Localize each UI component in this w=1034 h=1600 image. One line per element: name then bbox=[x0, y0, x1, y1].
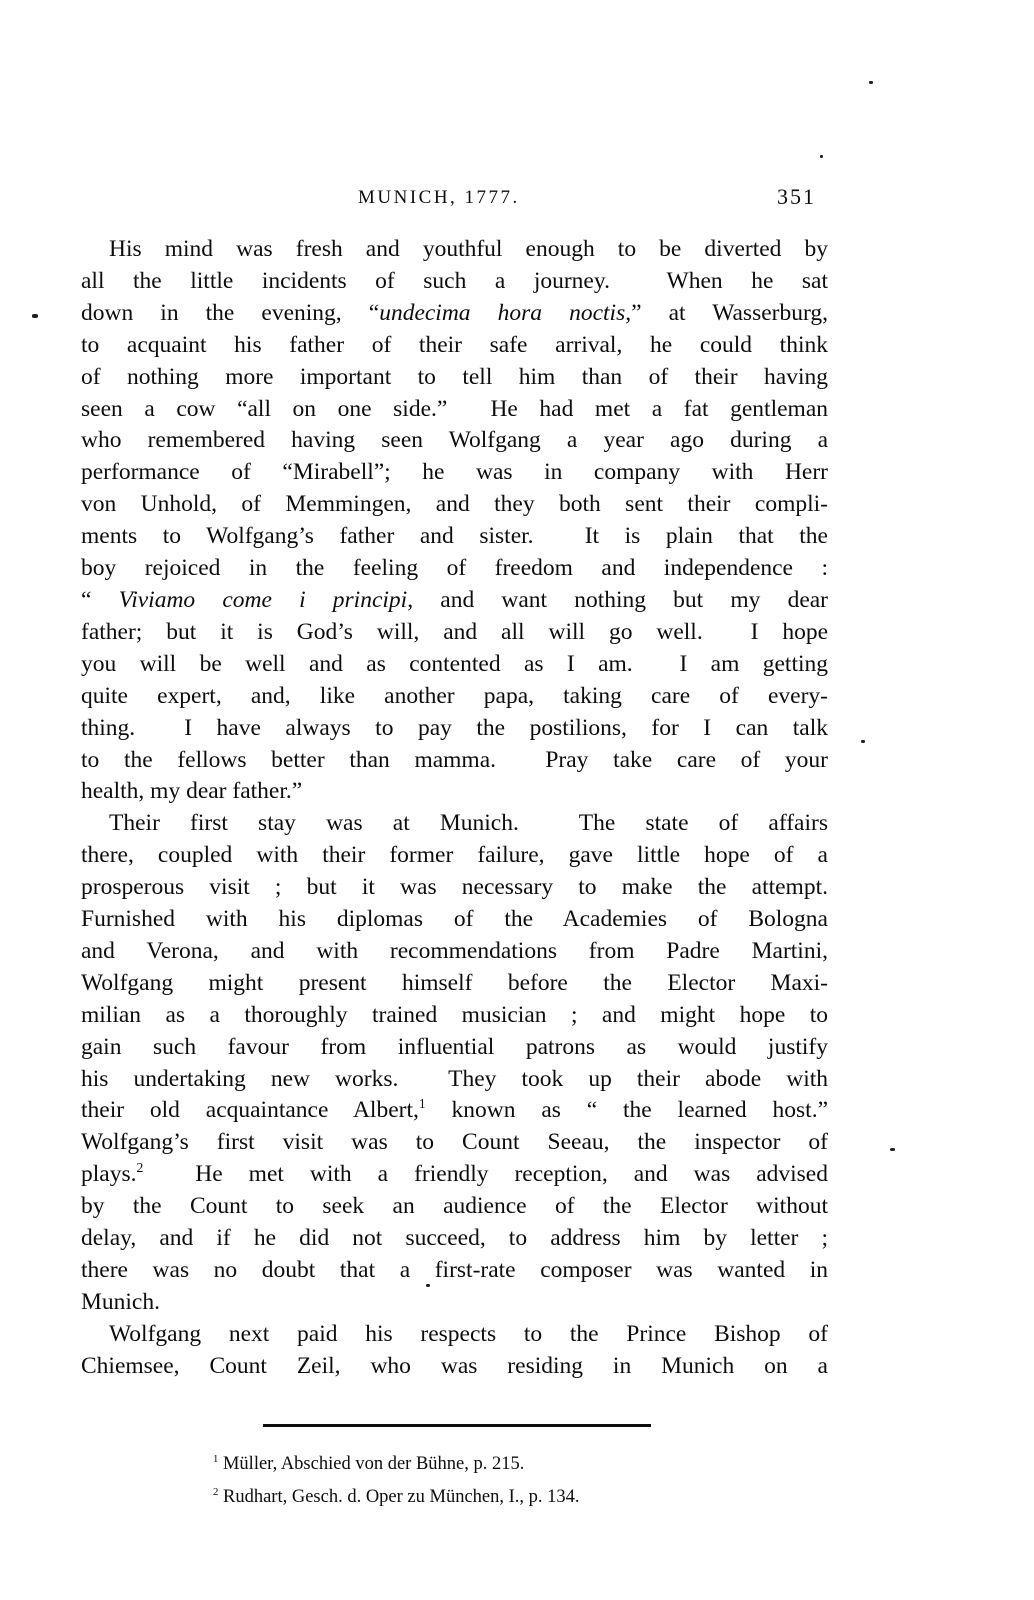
text-line: down in the evening, “undecima hora noctis,” at Wasserburg, bbox=[81, 299, 828, 326]
text-line: their old acquaintance Albert,$^1$ known as “ the learned host.” bbox=[81, 1096, 828, 1124]
text-line: seen a cow “all on one side.” He had met a fat gentleman bbox=[81, 395, 828, 422]
footnote-2-text: Rudhart, Gesch. d. Oper zu München, I., p. 134. bbox=[222, 1486, 580, 1507]
footnote-1-marker: 1 bbox=[213, 1452, 219, 1465]
text-line: there, coupled with their former failure, gave little hope of a bbox=[81, 842, 828, 869]
text-line: plays.$^2$ He met with a friendly reception, and was advised bbox=[81, 1160, 828, 1188]
text-line: milian as a thoroughly trained musician ; and might hope to bbox=[81, 1001, 828, 1028]
text-line: Chiemsee, Count Zeil, who was residing in Munich on a bbox=[81, 1352, 828, 1379]
footnote-2 bbox=[213, 1481, 580, 1514]
text-line: ments to Wolfgang’s father and sister. It is plain that the bbox=[81, 523, 828, 550]
text-line: to acquaint his father of their safe arrival, he could think bbox=[81, 331, 828, 358]
text-line: thing. I have always to pay the postilions, for I can talk bbox=[81, 714, 828, 741]
text-line: Munich. bbox=[81, 1288, 160, 1315]
scan-speck bbox=[861, 740, 865, 743]
text-line: “ Viviamo come i principi, and want nothing but my dear bbox=[81, 586, 829, 613]
text-line: performance of “Mirabell”; he was in company with Herr bbox=[81, 459, 828, 486]
text-line: prosperous visit ; but it was necessary to make the attempt. bbox=[81, 874, 828, 901]
text-line: boy rejoiced in the feeling of freedom and independence : bbox=[81, 555, 828, 582]
text-line: quite expert, and, like another papa, taking care of every- bbox=[81, 682, 828, 709]
text-line: Wolfgang might present himself before the Elector Maxi- bbox=[81, 969, 828, 996]
text-line: and Verona, and with recommendations from Padre Martini, bbox=[81, 937, 828, 964]
scan-speck bbox=[820, 155, 823, 158]
text-line: Furnished with his diplomas of the Academies of Bologna bbox=[81, 906, 828, 933]
text-line: you will be well and as contented as I am. I am getting bbox=[81, 650, 828, 677]
footnote-1 bbox=[213, 1448, 580, 1481]
text-line: His mind was fresh and youthful enough to be diverted by bbox=[109, 236, 828, 262]
scan-speck bbox=[890, 1148, 895, 1151]
text-line: Their first stay was at Munich. The state of affairs bbox=[109, 810, 828, 837]
text-line: health, my dear father.” bbox=[81, 778, 303, 805]
text-line: delay, and if he did not succeed, to address him by letter ; bbox=[81, 1225, 828, 1252]
text-line: Wolfgang next paid his respects to the Prince Bishop of bbox=[109, 1320, 828, 1347]
text-line: by the Count to seek an audience of the Elector without bbox=[81, 1193, 828, 1220]
footnotes bbox=[213, 1448, 580, 1513]
body-text bbox=[81, 234, 828, 1383]
text-line: gain such favour from influential patrons as would justify bbox=[81, 1033, 828, 1060]
scan-speck bbox=[869, 81, 873, 84]
text-line: of nothing more important to tell him than of their having bbox=[81, 363, 828, 390]
text-line: there was no doubt that a first-rate composer was wanted in bbox=[81, 1257, 828, 1283]
footnote-rule bbox=[263, 1424, 651, 1427]
text-line: father; but it is God’s will, and all will go well. I hope bbox=[81, 618, 828, 645]
text-line: von Unhold, of Memmingen, and they both sent their compli- bbox=[81, 491, 828, 518]
text-line: his undertaking new works. They took up their abode with bbox=[81, 1065, 828, 1092]
footnote-1-text: Müller, Abschied von der Bühne, p. 215. bbox=[222, 1454, 525, 1474]
text-line: Wolfgang’s first visit was to Count Seeau, the inspector of bbox=[81, 1129, 828, 1156]
text-line: all the little incidents of such a journey. When he sat bbox=[81, 267, 828, 294]
scan-speck bbox=[32, 314, 38, 318]
footnote-2-marker: 2 bbox=[213, 1485, 219, 1498]
text-line: to the fellows better than mamma. Pray take care of your bbox=[81, 746, 828, 773]
page-number: 351 bbox=[777, 184, 816, 209]
scan-speck bbox=[426, 1284, 430, 1287]
running-head: MUNICH, 1777. bbox=[358, 187, 520, 208]
text-line: who remembered having seen Wolfgang a year ago during a bbox=[81, 427, 828, 454]
